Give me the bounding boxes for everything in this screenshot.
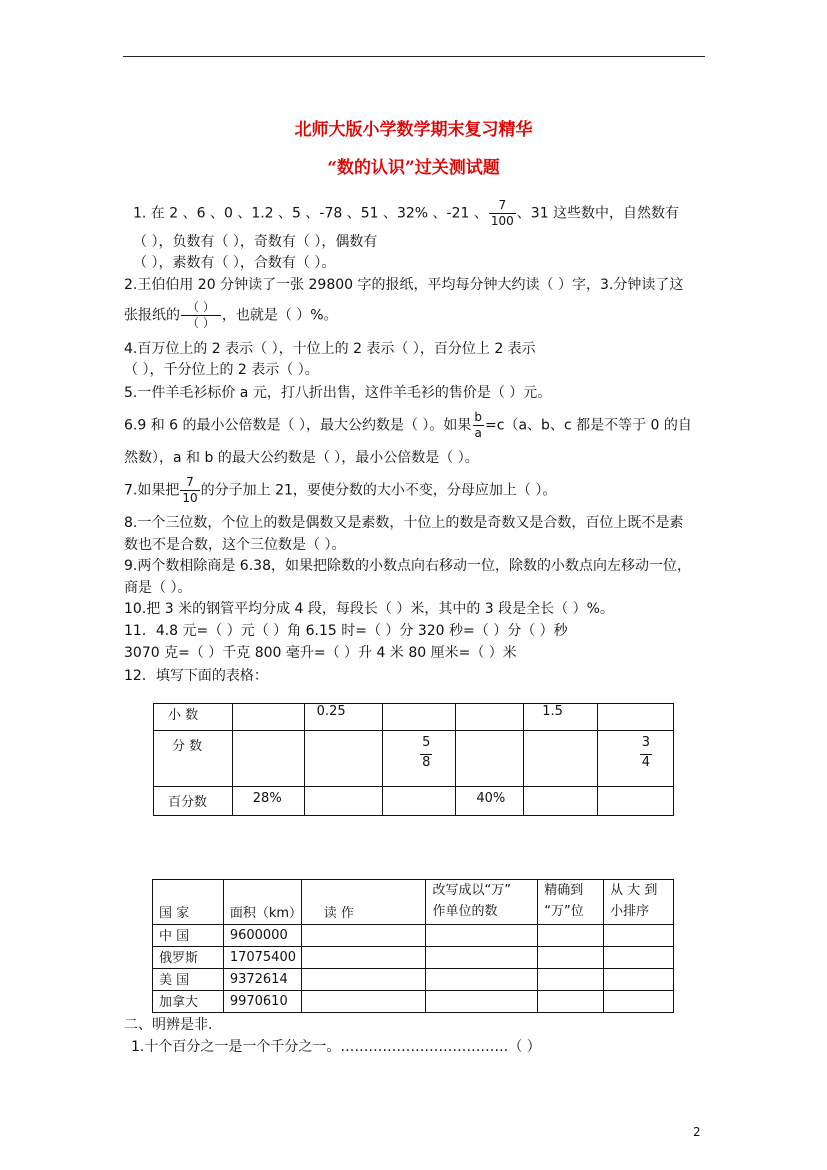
country-name: 美 国 <box>153 969 224 991</box>
question-12: 12．填写下面的表格： <box>124 668 268 684</box>
header-sort: 从 大 到 小排序 <box>604 880 674 925</box>
header-rule <box>123 56 705 57</box>
table-row <box>153 969 674 991</box>
question-2-line-2 <box>124 300 338 331</box>
table-cell[interactable] <box>598 704 674 731</box>
question-9-line-1: 9.两个数相除商是 6.38，如果把除数的小数点向右移动一位，除数的小数点向左移动一位， <box>124 558 691 574</box>
table-cell[interactable] <box>598 787 674 816</box>
question-11-line-2: 3070 克=（ ）千克 800 毫升=（ ）升 4 米 80 厘米=（ ）米 <box>124 645 517 661</box>
table-cell[interactable] <box>604 925 674 947</box>
table-header-row <box>153 880 674 925</box>
table-row <box>154 731 674 787</box>
fraction-7-100: $\frac{7}{100}$ <box>490 198 514 228</box>
question-7-text-post: 的分子加上 21，要使分数的大小不变，分母应加上（ ）。 <box>200 482 557 499</box>
table-cell[interactable] <box>382 704 456 731</box>
table-row <box>153 991 674 1013</box>
page-number: 2 <box>693 1125 701 1139</box>
country-area: 17075400 <box>223 947 301 969</box>
table-cell[interactable] <box>598 731 674 787</box>
table-cell[interactable] <box>538 969 604 991</box>
question-1-text-a: 1. 在 2 、6 、0 、1.2 、5 、-78 、51 、32% 、-21 、 <box>133 205 488 222</box>
fraction-7-10: $\frac{7}{10}$ <box>182 475 198 505</box>
table-cell[interactable] <box>524 787 598 816</box>
page-title: 北师大版小学数学期末复习精华 <box>294 120 533 140</box>
question-6-line-1 <box>124 410 692 441</box>
table-cell[interactable] <box>538 947 604 969</box>
country-area-table <box>152 879 674 1013</box>
fraction-blank: $\frac{( )}{( )}$ <box>181 300 221 331</box>
page-subtitle: “数的认识”过关测试题 <box>327 158 500 178</box>
header-read-as: 读 作 <box>301 880 426 925</box>
table-row <box>154 787 674 816</box>
question-8-line-2: 数也不是合数，这个三位数是（ ）。 <box>124 537 346 553</box>
question-2-text-pre: 张报纸的 <box>124 307 180 324</box>
table-cell[interactable] <box>301 925 426 947</box>
question-4-line-2: （ ），千分位上的 2 表示（ ）。 <box>124 362 319 378</box>
header-wan-unit: 改写成以“万” 作单位的数 <box>426 880 538 925</box>
fraction-3-4: $\frac{3}{4}$ <box>641 735 650 770</box>
table-cell[interactable] <box>538 991 604 1013</box>
section-2-question-1: 1.十个百分之一是一个千分之一。………………………………（ ） <box>131 1039 541 1055</box>
country-name: 加拿大 <box>153 991 224 1013</box>
question-9-line-2: 商是（ ）。 <box>124 580 192 596</box>
question-1-line-2: （ ），负数有（ ），奇数有（ ），偶数有 <box>133 234 378 250</box>
table-cell[interactable]: 40% <box>456 787 524 816</box>
question-4-line-1: 4.百万位上的 2 表示（ ），十位上的 2 表示（ ），百分位上 2 表示 <box>124 341 536 357</box>
table-cell[interactable] <box>426 991 538 1013</box>
question-1-text-b: 、31 这些数中，自然数有 <box>516 205 680 222</box>
table-cell[interactable] <box>456 731 524 787</box>
question-1-line-3: （ ），素数有（ ），合数有（ ）。 <box>133 255 336 271</box>
table-cell[interactable] <box>382 787 456 816</box>
table-row <box>153 925 674 947</box>
country-name: 中 国 <box>153 925 224 947</box>
question-6-text-post: =c（a、b、c 都是不等于 0 的自 <box>485 417 692 434</box>
question-5: 5.一件羊毛衫标价 a 元，打八折出售，这件羊毛衫的售价是（ ）元。 <box>124 385 552 401</box>
table-cell[interactable] <box>604 969 674 991</box>
table-cell[interactable] <box>524 731 598 787</box>
conversion-table <box>153 703 674 816</box>
table-row <box>154 704 674 731</box>
row-label-fraction: 分 数 <box>154 731 233 787</box>
table-cell[interactable] <box>456 704 524 731</box>
table-cell[interactable]: 0.25 <box>304 704 382 731</box>
table-cell[interactable] <box>232 731 304 787</box>
fraction-5-8: $\frac{5}{8}$ <box>422 735 431 770</box>
question-11-line-1: 11．4.8 元=（ ）元（ ）角 6.15 时=（ ）分 320 秒=（ ）分（ ）秒 <box>124 623 568 639</box>
table-cell[interactable] <box>426 947 538 969</box>
question-2-line-1: 2.王伯伯用 20 分钟读了一张 29800 字的报纸，平均每分钟大约读（ ）字，3.分钟读了这 <box>124 277 684 293</box>
question-6-text-pre: 6.9 和 6 的最小公倍数是（ ），最大公约数是（ ）。如果 <box>124 417 472 434</box>
table-row <box>153 947 674 969</box>
table-cell[interactable] <box>604 991 674 1013</box>
row-label-decimal: 小 数 <box>154 704 233 731</box>
question-7-text-pre: 7.如果把 <box>124 482 180 499</box>
table-cell[interactable] <box>304 787 382 816</box>
table-cell[interactable]: 1.5 <box>524 704 598 731</box>
table-cell[interactable] <box>301 991 426 1013</box>
question-8-line-1: 8.一个三位数，个位上的数是偶数又是素数，十位上的数是奇数又是合数，百位上既不是素 <box>124 515 684 531</box>
section-2-heading: 二、明辨是非. <box>124 1017 213 1033</box>
header-area: 面积（km） <box>223 880 301 925</box>
table-cell[interactable] <box>301 947 426 969</box>
table-cell[interactable] <box>301 969 426 991</box>
fraction-b-a: $\frac{b}{a}$ <box>474 410 483 440</box>
country-area: 9372614 <box>223 969 301 991</box>
table-cell[interactable] <box>426 969 538 991</box>
question-10: 10.把 3 米的钢管平均分成 4 段，每段长（ ）米，其中的 3 段是全长（ ）%。 <box>124 601 614 617</box>
country-name: 俄罗斯 <box>153 947 224 969</box>
question-2-text-post: ，也就是（ ）%。 <box>221 307 338 324</box>
header-round-wan: 精确到 “万”位 <box>538 880 604 925</box>
table-cell[interactable] <box>382 731 456 787</box>
table-cell[interactable] <box>304 731 382 787</box>
question-1-line-1 <box>133 198 679 229</box>
country-area: 9970610 <box>223 991 301 1013</box>
row-label-percent: 百分数 <box>154 787 233 816</box>
table-cell[interactable]: 28% <box>232 787 304 816</box>
table-cell[interactable] <box>232 704 304 731</box>
header-country: 国 家 <box>153 880 224 925</box>
question-6-line-2: 然数），a 和 b 的最大公约数是（ ），最小公倍数是（ ）。 <box>124 450 479 466</box>
question-7 <box>124 475 556 506</box>
table-cell[interactable] <box>604 947 674 969</box>
table-cell[interactable] <box>426 925 538 947</box>
table-cell[interactable] <box>538 925 604 947</box>
country-area: 9600000 <box>223 925 301 947</box>
